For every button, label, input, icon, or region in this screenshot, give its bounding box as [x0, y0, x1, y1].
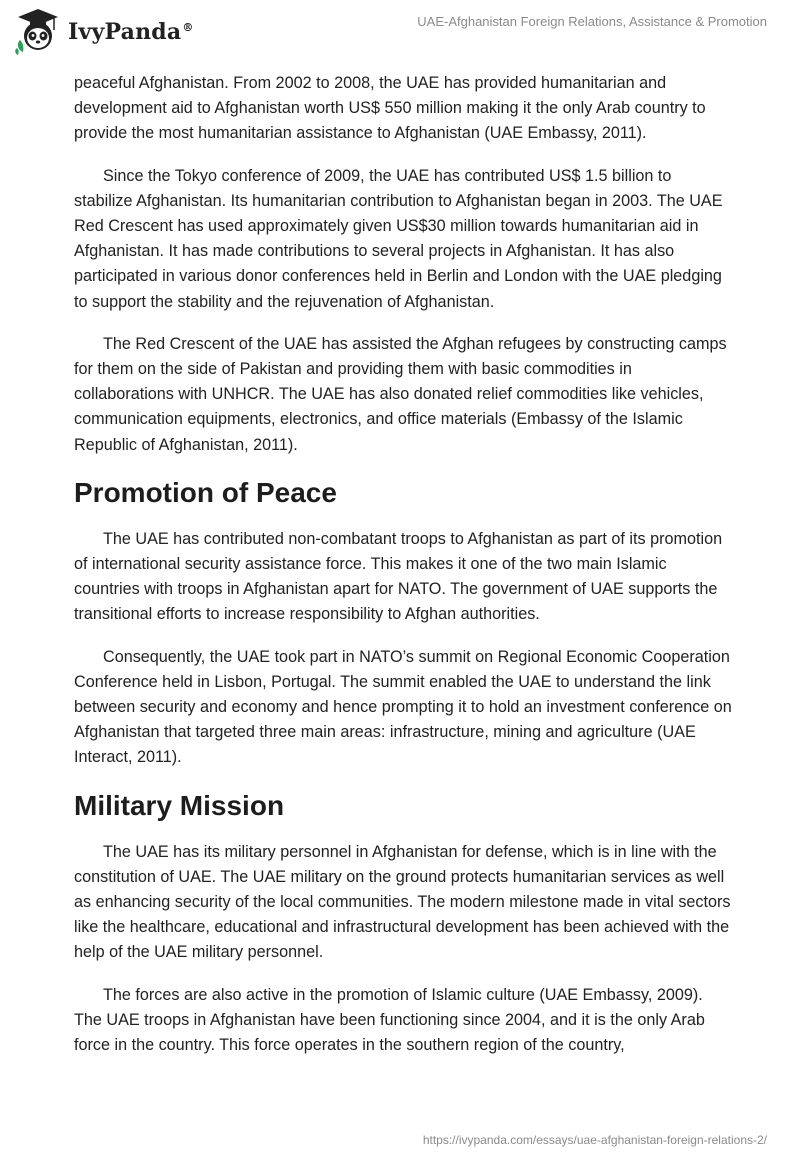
paragraph: Since the Tokyo conference of 2009, the UAE has contributed US$ 1.5 billion to stabilize Afghanistan. Its humanitarian contribution to Afghanistan began in 2003. The UAE Red Crescent has used approximately given US$30 million towards humanitarian aid in Afghanistan. It has made contributions to several projects in Afghanistan. It has also participated in various donor conferences held in Berlin and London with the UAE pledging to support the stability and the rejuvenation of Afghanistan.: [74, 166, 723, 311]
section-heading-military-mission: Military Mission: [74, 789, 285, 821]
page-header: [0, 0, 800, 66]
panda-graduate-icon: [14, 6, 62, 56]
ivypanda-logo[interactable]: [14, 6, 194, 56]
paragraph: The UAE has its military personnel in Afghanistan for defense, which is in line with the constitution of UAE. The UAE military on the ground protects humanitarian services as well as enhancing security of the local communities. The modern milestone made in vital sectors like the healthcare, educational and infrastructural development has been achieved with the help of the UAE military personnel.: [74, 842, 731, 962]
brand-name: IvyPanda®: [68, 19, 194, 45]
essay-content: [74, 71, 734, 1075]
paragraph: The Red Crescent of the UAE has assisted the Afghan refugees by constructing camps for them on the side of Pakistan and providing them with basic commodities in collaborations with UNHCR. The UAE has also donated relief commodities like vehicles, communication equipments, electronics, and office materials (Embassy of the Islamic Republic of Afghanistan, 2011).: [74, 334, 727, 454]
paragraph: peaceful Afghanistan. From 2002 to 2008, the UAE has provided humanitarian and development aid to Afghanistan worth US$ 550 million making it the only Arab country to provide the most humanitarian assistance to Afghanistan (UAE Embassy, 2011).: [74, 74, 706, 143]
source-url-link[interactable]: https://ivypanda.com/essays/uae-afghanistan-foreign-relations-2/: [422, 1133, 767, 1147]
paragraph: The UAE has contributed non-combatant troops to Afghanistan as part of its promotion of international security assistance force. This makes it one of the two main Islamic countries with troops in Afghanistan apart for NATO. The government of UAE supports the transitional efforts to increase responsibility to Afghan authorities.: [74, 529, 723, 624]
paragraph: Consequently, the UAE took part in NATO’s summit on Regional Economic Cooperation Conference held in Lisbon, Portugal. The summit enabled the UAE to understand the link between security and economy and hence prompting it to hold an investment conference on Afghanistan that targeted three main areas: infrastructure, mining and agriculture (UAE Interact, 2011).: [74, 647, 732, 767]
section-heading-promotion-of-peace: Promotion of Peace: [74, 476, 337, 508]
document-title: UAE-Afghanistan Foreign Relations, Assistance & Promotion: [417, 14, 767, 29]
paragraph: The forces are also active in the promotion of Islamic culture (UAE Embassy, 2009). The UAE troops in Afghanistan have been functioning since 2004, and it is the only Arab force in the country. This force operates in the southern region of the country,: [74, 985, 705, 1055]
